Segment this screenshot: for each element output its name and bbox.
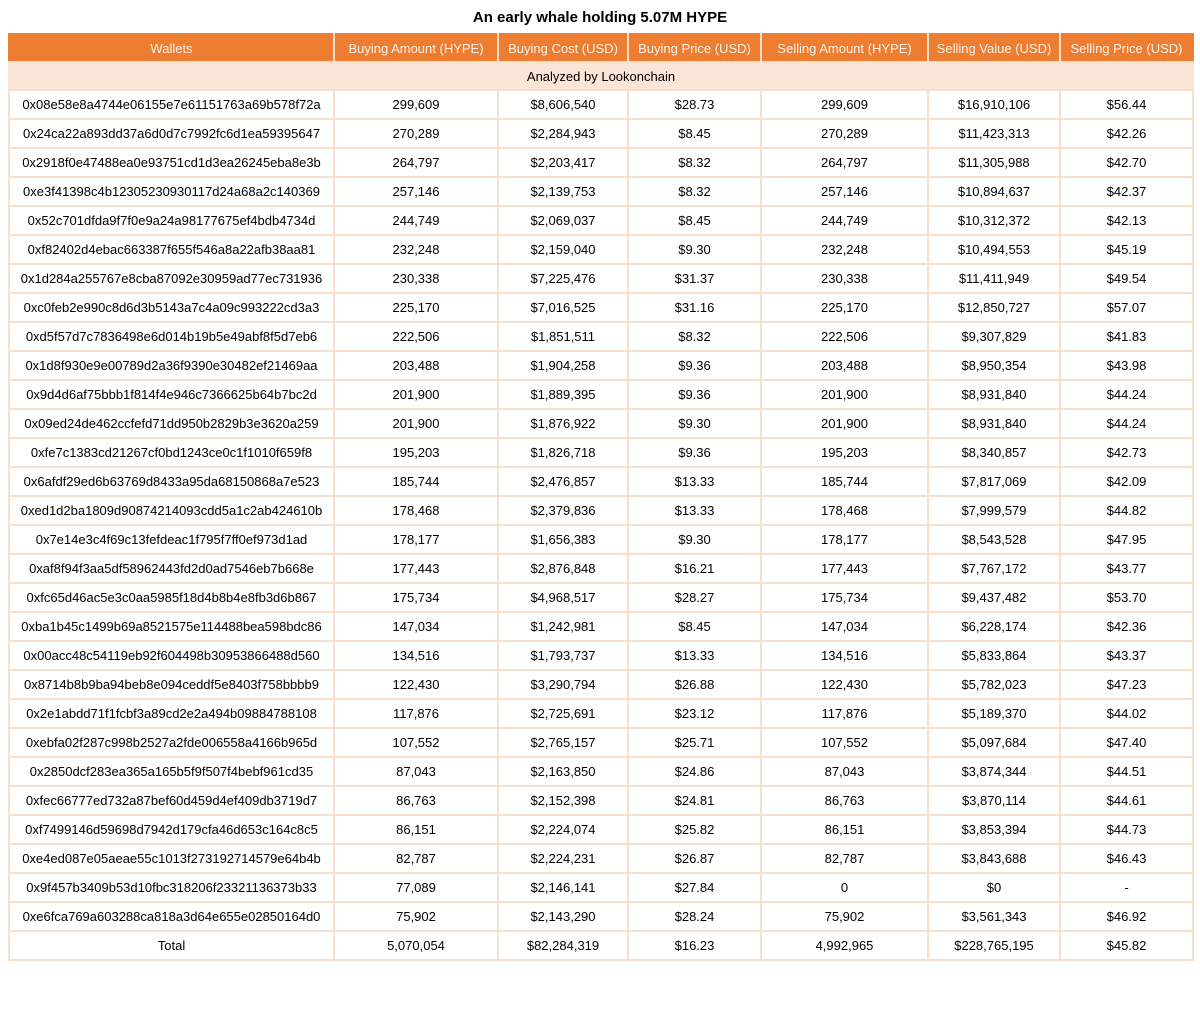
cell-buying-price: $8.32 [628,148,761,177]
cell-buying-price: $24.86 [628,757,761,786]
wallet-address: 0x09ed24de462ccfefd71dd950b2829b3e3620a259 [9,409,334,438]
cell-selling-amount: 195,203 [761,438,928,467]
cell-buying-cost: $1,826,718 [498,438,628,467]
column-header-buying-price: Buying Price (USD) [628,34,761,62]
table-row [9,612,1193,641]
table-row [9,177,1193,206]
cell-buying-cost: $2,139,753 [498,177,628,206]
whale-holdings-table [8,33,1194,961]
cell-buying-amount: 122,430 [334,670,498,699]
cell-selling-value: $10,894,637 [928,177,1060,206]
cell-buying-amount: 195,203 [334,438,498,467]
table-row [9,873,1193,902]
cell-buying-cost: $2,224,231 [498,844,628,873]
total-selling-value: $228,765,195 [928,931,1060,960]
cell-buying-cost: $1,876,922 [498,409,628,438]
table-row [9,699,1193,728]
wallet-address: 0x1d284a255767e8cba87092e30959ad77ec731936 [9,264,334,293]
wallet-address: 0x8714b8b9ba94beb8e094ceddf5e8403f758bbbb9 [9,670,334,699]
cell-selling-price: $42.13 [1060,206,1193,235]
cell-selling-price: $56.44 [1060,90,1193,119]
cell-buying-cost: $2,876,848 [498,554,628,583]
cell-buying-cost: $2,146,141 [498,873,628,902]
cell-selling-price: $43.98 [1060,351,1193,380]
wallet-address: 0x2e1abdd71f1fcbf3a89cd2e2a494b09884788108 [9,699,334,728]
cell-buying-price: $8.45 [628,612,761,641]
cell-buying-amount: 86,763 [334,786,498,815]
cell-buying-cost: $2,224,074 [498,815,628,844]
cell-buying-cost: $7,225,476 [498,264,628,293]
cell-buying-price: $16.21 [628,554,761,583]
cell-buying-cost: $7,016,525 [498,293,628,322]
cell-selling-price: $44.24 [1060,409,1193,438]
cell-buying-cost: $2,152,398 [498,786,628,815]
cell-selling-value: $12,850,727 [928,293,1060,322]
cell-selling-price: $47.95 [1060,525,1193,554]
table-row [9,467,1193,496]
cell-buying-price: $9.36 [628,380,761,409]
cell-buying-amount: 299,609 [334,90,498,119]
cell-buying-cost: $1,793,737 [498,641,628,670]
wallet-address: 0xf82402d4ebac663387f655f546a8a22afb38aa81 [9,235,334,264]
cell-selling-value: $9,307,829 [928,322,1060,351]
cell-selling-price: $44.61 [1060,786,1193,815]
total-selling-amount: 4,992,965 [761,931,928,960]
cell-selling-amount: 86,763 [761,786,928,815]
cell-selling-price: $42.37 [1060,177,1193,206]
cell-selling-price: $44.51 [1060,757,1193,786]
total-buying-price: $16.23 [628,931,761,960]
cell-buying-amount: 244,749 [334,206,498,235]
cell-buying-price: $25.82 [628,815,761,844]
cell-buying-amount: 257,146 [334,177,498,206]
cell-buying-amount: 201,900 [334,409,498,438]
cell-selling-value: $11,423,313 [928,119,1060,148]
cell-buying-cost: $2,069,037 [498,206,628,235]
total-row [9,931,1193,960]
table-row [9,844,1193,873]
cell-buying-amount: 77,089 [334,873,498,902]
cell-selling-price: $41.83 [1060,322,1193,351]
wallet-address: 0xfec66777ed732a87bef60d459d4ef409db3719d7 [9,786,334,815]
cell-selling-value: $11,411,949 [928,264,1060,293]
wallet-address: 0x9f457b3409b53d10fbc318206f23321136373b33 [9,873,334,902]
table-row [9,264,1193,293]
cell-selling-value: $5,833,864 [928,641,1060,670]
cell-selling-amount: 225,170 [761,293,928,322]
cell-selling-amount: 232,248 [761,235,928,264]
wallet-address: 0x2918f0e47488ea0e93751cd1d3ea26245eba8e3b [9,148,334,177]
total-wallet: Total [9,931,334,960]
cell-buying-price: $8.32 [628,322,761,351]
table-row [9,235,1193,264]
cell-buying-cost: $1,242,981 [498,612,628,641]
table-row [9,90,1193,119]
cell-selling-value: $8,931,840 [928,380,1060,409]
cell-selling-value: $5,782,023 [928,670,1060,699]
cell-selling-price: $46.43 [1060,844,1193,873]
cell-buying-price: $8.45 [628,206,761,235]
table-row [9,815,1193,844]
cell-buying-amount: 134,516 [334,641,498,670]
cell-buying-price: $23.12 [628,699,761,728]
wallet-address: 0x7e14e3c4f69c13fefdeac1f795f7ff0ef973d1ad [9,525,334,554]
column-header-wallet: Wallets [9,34,334,62]
cell-buying-cost: $2,163,850 [498,757,628,786]
table-row [9,409,1193,438]
table-row [9,641,1193,670]
cell-selling-amount: 185,744 [761,467,928,496]
table-row [9,438,1193,467]
cell-selling-amount: 222,506 [761,322,928,351]
wallet-address: 0x08e58e8a4744e06155e7e61151763a69b578f72a [9,90,334,119]
cell-selling-price: $47.40 [1060,728,1193,757]
wallet-address: 0xe6fca769a603288ca818a3d64e655e02850164d0 [9,902,334,931]
cell-selling-price: $43.77 [1060,554,1193,583]
table-row [9,351,1193,380]
cell-selling-value: $8,543,528 [928,525,1060,554]
cell-buying-cost: $2,379,836 [498,496,628,525]
total-selling-price: $45.82 [1060,931,1193,960]
cell-selling-price: $43.37 [1060,641,1193,670]
table-header-row [9,34,1193,62]
cell-buying-cost: $1,656,383 [498,525,628,554]
cell-selling-price: $42.36 [1060,612,1193,641]
table-row [9,380,1193,409]
cell-selling-price: $45.19 [1060,235,1193,264]
wallet-address: 0x24ca22a893dd37a6d0d7c7992fc6d1ea59395647 [9,119,334,148]
table-row [9,206,1193,235]
cell-buying-price: $25.71 [628,728,761,757]
wallet-address: 0x6afdf29ed6b63769d8433a95da68150868a7e523 [9,467,334,496]
cell-buying-price: $8.45 [628,119,761,148]
cell-buying-price: $28.73 [628,90,761,119]
cell-buying-cost: $2,476,857 [498,467,628,496]
cell-buying-price: $24.81 [628,786,761,815]
cell-selling-value: $3,853,394 [928,815,1060,844]
wallet-address: 0x2850dcf283ea365a165b5f9f507f4bebf961cd35 [9,757,334,786]
wallet-address: 0x00acc48c54119eb92f604498b30953866488d560 [9,641,334,670]
cell-buying-price: $28.27 [628,583,761,612]
cell-selling-amount: 201,900 [761,409,928,438]
table-row [9,293,1193,322]
cell-selling-amount: 107,552 [761,728,928,757]
column-header-selling-amount: Selling Amount (HYPE) [761,34,928,62]
cell-buying-amount: 232,248 [334,235,498,264]
cell-buying-price: $9.36 [628,351,761,380]
cell-selling-amount: 201,900 [761,380,928,409]
cell-selling-amount: 134,516 [761,641,928,670]
cell-selling-value: $5,189,370 [928,699,1060,728]
wallet-address: 0xed1d2ba1809d90874214093cdd5a1c2ab424610b [9,496,334,525]
cell-selling-value: $9,437,482 [928,583,1060,612]
wallet-address: 0xe3f41398c4b12305230930117d24a68a2c140369 [9,177,334,206]
cell-buying-price: $9.30 [628,525,761,554]
table-row [9,902,1193,931]
wallet-address: 0x1d8f930e9e00789d2a36f9390e30482ef21469aa [9,351,334,380]
table-row [9,757,1193,786]
cell-selling-price: $42.09 [1060,467,1193,496]
cell-buying-cost: $1,904,258 [498,351,628,380]
cell-buying-cost: $8,606,540 [498,90,628,119]
cell-buying-amount: 87,043 [334,757,498,786]
cell-buying-cost: $3,290,794 [498,670,628,699]
cell-selling-value: $0 [928,873,1060,902]
cell-buying-price: $13.33 [628,641,761,670]
cell-selling-value: $8,950,354 [928,351,1060,380]
cell-selling-price: $57.07 [1060,293,1193,322]
cell-buying-amount: 225,170 [334,293,498,322]
cell-buying-amount: 75,902 [334,902,498,931]
cell-buying-cost: $2,765,157 [498,728,628,757]
cell-buying-cost: $1,889,395 [498,380,628,409]
cell-buying-amount: 177,443 [334,554,498,583]
cell-buying-price: $27.84 [628,873,761,902]
cell-selling-price: - [1060,873,1193,902]
cell-buying-price: $13.33 [628,467,761,496]
cell-buying-price: $26.88 [628,670,761,699]
wallet-address: 0xba1b45c1499b69a8521575e114488bea598bdc86 [9,612,334,641]
table-row [9,786,1193,815]
table-row [9,583,1193,612]
cell-selling-value: $3,843,688 [928,844,1060,873]
cell-buying-price: $31.37 [628,264,761,293]
cell-buying-amount: 175,734 [334,583,498,612]
cell-buying-amount: 203,488 [334,351,498,380]
cell-buying-price: $28.24 [628,902,761,931]
cell-selling-value: $10,494,553 [928,235,1060,264]
cell-selling-value: $7,767,172 [928,554,1060,583]
cell-selling-amount: 122,430 [761,670,928,699]
cell-selling-amount: 175,734 [761,583,928,612]
cell-selling-amount: 177,443 [761,554,928,583]
cell-selling-value: $3,870,114 [928,786,1060,815]
cell-selling-price: $42.73 [1060,438,1193,467]
cell-selling-amount: 264,797 [761,148,928,177]
cell-selling-amount: 244,749 [761,206,928,235]
wallet-address: 0xebfa02f287c998b2527a2fde006558a4166b965d [9,728,334,757]
cell-buying-price: $8.32 [628,177,761,206]
cell-buying-amount: 178,468 [334,496,498,525]
wallet-address: 0xc0feb2e990c8d6d3b5143a7c4a09c993222cd3a3 [9,293,334,322]
cell-buying-amount: 86,151 [334,815,498,844]
cell-selling-value: $5,097,684 [928,728,1060,757]
cell-selling-price: $44.24 [1060,380,1193,409]
cell-selling-amount: 257,146 [761,177,928,206]
wallet-address: 0xfe7c1383cd21267cf0bd1243ce0c1f1010f659f8 [9,438,334,467]
table-row [9,496,1193,525]
cell-buying-price: $31.16 [628,293,761,322]
cell-selling-amount: 87,043 [761,757,928,786]
cell-selling-price: $44.73 [1060,815,1193,844]
total-buying-amount: 5,070,054 [334,931,498,960]
cell-buying-amount: 230,338 [334,264,498,293]
cell-buying-cost: $2,284,943 [498,119,628,148]
page-title: An early whale holding 5.07M HYPE [472,9,728,26]
cell-selling-value: $6,228,174 [928,612,1060,641]
cell-selling-value: $11,305,988 [928,148,1060,177]
cell-selling-amount: 178,468 [761,496,928,525]
cell-buying-amount: 178,177 [334,525,498,554]
table-row [9,119,1193,148]
cell-selling-value: $10,312,372 [928,206,1060,235]
cell-selling-amount: 299,609 [761,90,928,119]
analyzed-by-note: Analyzed by Lookonchain [9,62,1193,90]
table-row [9,670,1193,699]
cell-buying-price: $9.30 [628,409,761,438]
cell-buying-amount: 185,744 [334,467,498,496]
cell-selling-value: $7,999,579 [928,496,1060,525]
cell-selling-amount: 0 [761,873,928,902]
wallet-address: 0xd5f57d7c7836498e6d014b19b5e49abf8f5d7eb6 [9,322,334,351]
cell-buying-cost: $2,725,691 [498,699,628,728]
cell-selling-price: $49.54 [1060,264,1193,293]
cell-buying-price: $9.30 [628,235,761,264]
wallet-address: 0x9d4d6af75bbb1f814f4e946c7366625b64b7bc2d [9,380,334,409]
cell-buying-amount: 147,034 [334,612,498,641]
table-row [9,728,1193,757]
column-header-selling-value: Selling Value (USD) [928,34,1060,62]
cell-buying-amount: 264,797 [334,148,498,177]
cell-buying-amount: 82,787 [334,844,498,873]
cell-selling-value: $8,931,840 [928,409,1060,438]
analyzed-by-row [9,62,1193,90]
table-row [9,148,1193,177]
cell-buying-cost: $2,159,040 [498,235,628,264]
column-header-selling-price: Selling Price (USD) [1060,34,1193,62]
cell-buying-price: $9.36 [628,438,761,467]
cell-selling-value: $16,910,106 [928,90,1060,119]
cell-buying-cost: $4,968,517 [498,583,628,612]
cell-selling-value: $7,817,069 [928,467,1060,496]
cell-selling-price: $44.02 [1060,699,1193,728]
cell-selling-amount: 147,034 [761,612,928,641]
cell-selling-amount: 178,177 [761,525,928,554]
total-buying-cost: $82,284,319 [498,931,628,960]
wallet-address: 0xf7499146d59698d7942d179cfa46d653c164c8c5 [9,815,334,844]
cell-selling-amount: 117,876 [761,699,928,728]
cell-selling-value: $3,874,344 [928,757,1060,786]
cell-selling-price: $53.70 [1060,583,1193,612]
wallet-address: 0xaf8f94f3aa5df58962443fd2d0ad7546eb7b668e [9,554,334,583]
cell-buying-amount: 107,552 [334,728,498,757]
wallet-address: 0xfc65d46ac5e3c0aa5985f18d4b8b4e8fb3d6b867 [9,583,334,612]
cell-selling-price: $46.92 [1060,902,1193,931]
cell-buying-price: $26.87 [628,844,761,873]
cell-selling-amount: 86,151 [761,815,928,844]
wallet-address: 0xe4ed087e05aeae55c1013f273192714579e64b4b [9,844,334,873]
cell-buying-cost: $2,203,417 [498,148,628,177]
cell-selling-price: $47.23 [1060,670,1193,699]
column-header-buying-cost: Buying Cost (USD) [498,34,628,62]
cell-selling-price: $42.26 [1060,119,1193,148]
cell-selling-value: $3,561,343 [928,902,1060,931]
wallet-address: 0x52c701dfda9f7f0e9a24a98177675ef4bdb4734d [9,206,334,235]
cell-selling-amount: 230,338 [761,264,928,293]
cell-selling-value: $8,340,857 [928,438,1060,467]
cell-selling-price: $42.70 [1060,148,1193,177]
cell-buying-amount: 270,289 [334,119,498,148]
cell-buying-amount: 201,900 [334,380,498,409]
cell-buying-cost: $2,143,290 [498,902,628,931]
table-row [9,525,1193,554]
cell-buying-price: $13.33 [628,496,761,525]
cell-selling-price: $44.82 [1060,496,1193,525]
cell-selling-amount: 82,787 [761,844,928,873]
table-row [9,554,1193,583]
cell-buying-cost: $1,851,511 [498,322,628,351]
cell-selling-amount: 203,488 [761,351,928,380]
cell-selling-amount: 270,289 [761,119,928,148]
cell-buying-amount: 222,506 [334,322,498,351]
cell-buying-amount: 117,876 [334,699,498,728]
cell-selling-amount: 75,902 [761,902,928,931]
table-row [9,322,1193,351]
column-header-buying-amount: Buying Amount (HYPE) [334,34,498,62]
